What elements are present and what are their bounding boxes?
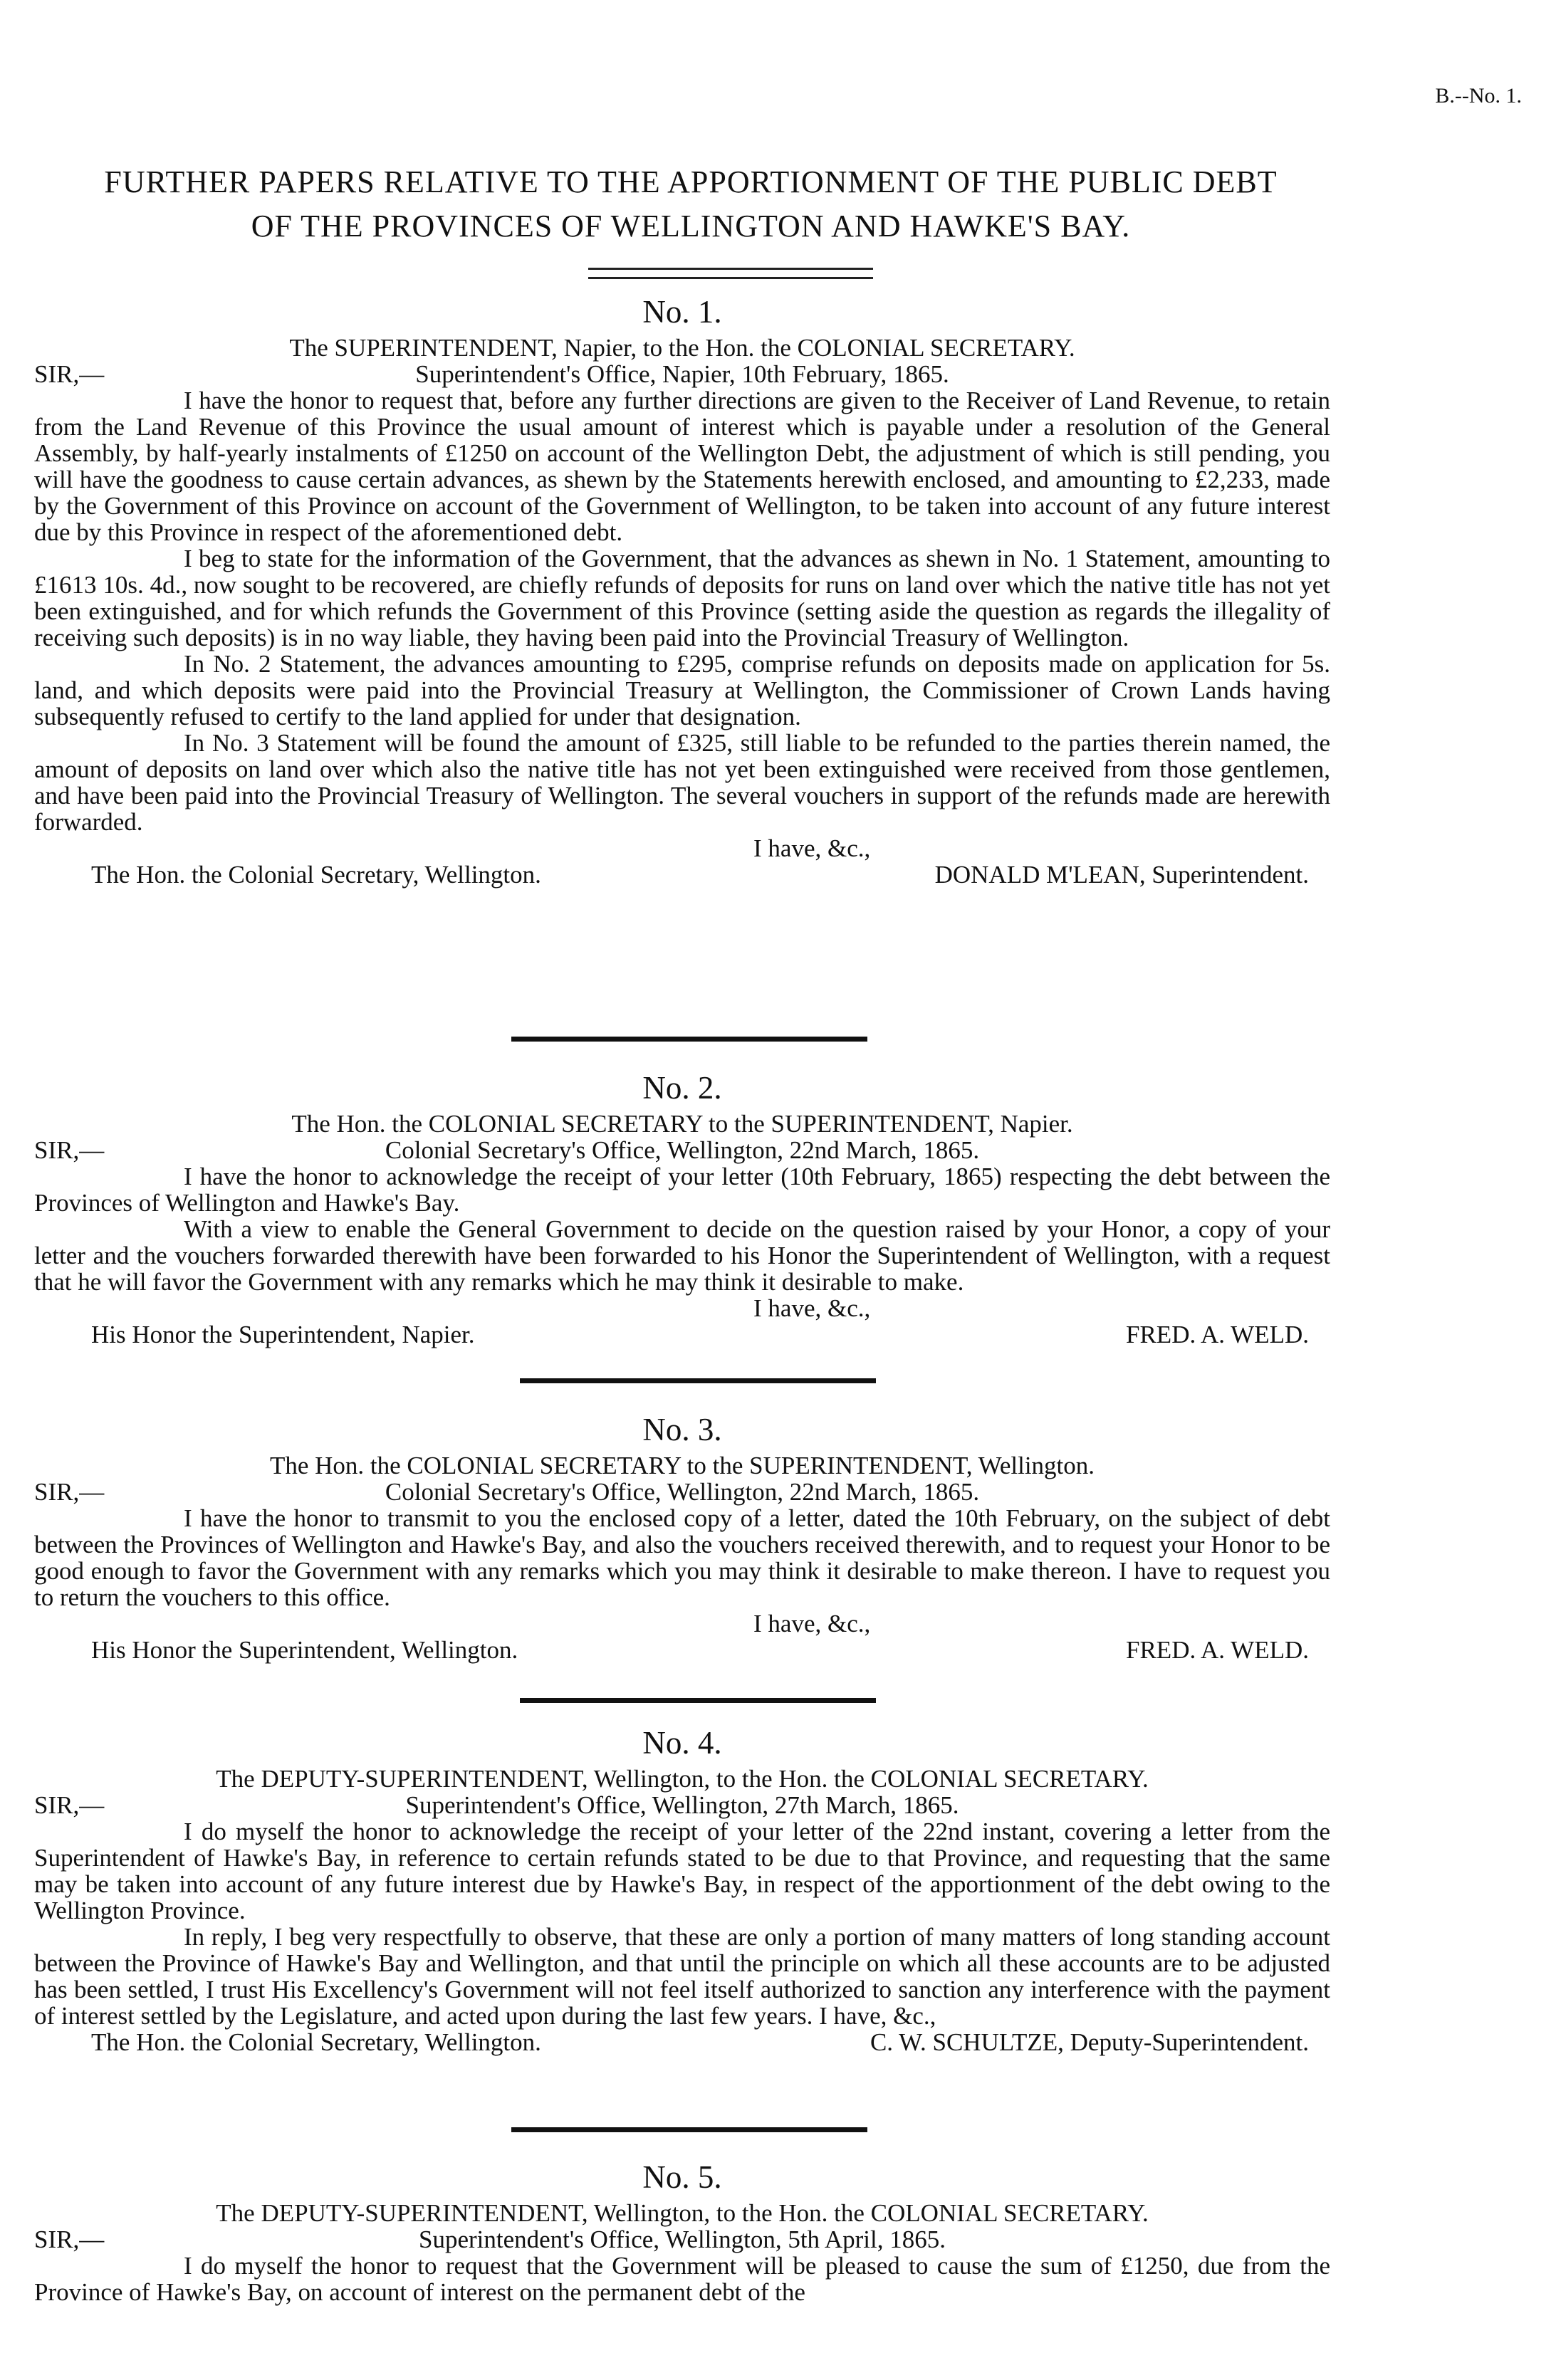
title-divider [588,268,873,279]
letter-number: No. 5. [642,2159,722,2195]
addressee: His Honor the Superintendent, Wellington. [91,1636,518,1664]
office-date: Colonial Secretary's Office, Wellington, 22nd March, 1865. [385,1136,980,1164]
letter-heading: The Hon. the COLONIAL SECRETARY to the SUPERINTENDENT, Napier. [291,1110,1073,1138]
salutation: SIR,— [34,2226,105,2253]
closing: I have, &c., [753,834,871,862]
paragraph: In No. 2 Statement, the advances amounting to £295, comprise refunds on deposits made on application for 5s. land, and which deposits were paid into the Provincial Treasury at Wellington, the Commissioner of Crown Lands having subsequently refused to certify to the land applied for under that designation. [34,650,1330,730]
section-divider [520,1378,876,1383]
closing: I have, &c., [753,1610,871,1637]
paragraph: In No. 3 Statement will be found the amount of £325, still liable to be refunded to the parties therein named, the amount of deposits on land over which also the native title has not yet been extinguished were received from those gentlemen, and have been paid into the Provincial Treasury of Wellington. The several vouchers in support of the refunds made are herewith forwarded. [34,729,1330,836]
salutation: SIR,— [34,360,105,388]
letter-1 [34,292,1330,888]
letter-number: No. 3. [642,1412,722,1447]
title-line-1: FURTHER PAPERS RELATIVE TO THE APPORTIONMENT OF THE PUBLIC DEBT [104,164,1278,199]
paragraph: I have the honor to request that, before any further directions are given to the Receiver of Land Revenue, to retain from the Land Revenue of this Province the usual amount of interest which is payable under a resolution of the General Assembly, by half-yearly instalments of £1250 on account of the Wellington Debt, the adjustment of which is still pending, you will have the goodness to cause certain advances, as shewn by the Statements herewith enclosed, and amounting to £2,233, made by the Government of this Province on account of the Government of Wellington, to be taken into account of any future interest due by this Province in respect of the aforementioned debt. [34,387,1330,546]
document-title [43,160,1339,248]
addressee: The Hon. the Colonial Secretary, Wellington. [91,2028,541,2056]
letter-heading: The DEPUTY-SUPERINTENDENT, Wellington, to the Hon. the COLONIAL SECRETARY. [216,1765,1149,1793]
signature: DONALD M'LEAN, Superintendent. [934,861,1309,888]
document-reference: B.--No. 1. [1435,84,1522,108]
letter-3 [34,1410,1330,1663]
office-date: Colonial Secretary's Office, Wellington, 22nd March, 1865. [385,1478,980,1506]
letter-number: No. 4. [642,1725,722,1761]
letter-2 [34,1068,1330,1348]
section-divider [511,1037,867,1042]
section-divider [520,1698,876,1703]
paragraph: With a view to enable the General Government to decide on the question raised by your Honor, a copy of your letter and the vouchers forwarded therewith have been forwarded to his Honor the Superintendent of Wellington, with a request that he will favor the Government with any remarks which he may think it desirable to make. [34,1215,1330,1296]
letter-number: No. 1. [642,294,722,330]
signature: FRED. A. WELD. [1126,1321,1309,1348]
office-date: Superintendent's Office, Napier, 10th February, 1865. [415,360,949,388]
title-line-2: OF THE PROVINCES OF WELLINGTON AND HAWKE'S BAY. [251,209,1131,243]
signature: C. W. SCHULTZE, Deputy-Superintendent. [870,2028,1309,2056]
letter-heading: The Hon. the COLONIAL SECRETARY to the SUPERINTENDENT, Wellington. [269,1452,1095,1479]
paragraph: I do myself the honor to acknowledge the receipt of your letter of the 22nd instant, covering a letter from the Superintendent of Hawke's Bay, in reference to certain refunds stated to be due to that Province, and requesting that the same may be taken into account of any future interest due by Hawke's Bay, in respect of the apportionment of the debt owing to the Wellington Province. [34,1818,1330,1924]
closing: I have, &c., [753,1294,871,1322]
salutation: SIR,— [34,1478,105,1506]
paragraph: I have the honor to acknowledge the receipt of your letter (10th February, 1865) respecting the debt between the Provinces of Wellington and Hawke's Bay. [34,1163,1330,1217]
paragraph: I do myself the honor to request that the Government will be pleased to cause the sum of £1250, due from the Province of Hawke's Bay, on account of interest on the permanent debt of the [34,2252,1330,2306]
paragraph: I beg to state for the information of the Government, that the advances as shewn in No. 1 Statement, amounting to £1613 10s. 4d., now sought to be recovered, are chiefly refunds of deposits for runs on land over which the native title has not yet been extinguished, and for which refunds the Government of this Province (setting aside the question as regards the illegality of receiving such deposits) is in no way liable, they having been paid into the Provincial Treasury of Wellington. [34,545,1330,651]
office-date: Superintendent's Office, Wellington, 27th March, 1865. [405,1791,959,1819]
letter-heading: The DEPUTY-SUPERINTENDENT, Wellington, to the Hon. the COLONIAL SECRETARY. [216,2199,1149,2227]
signature: FRED. A. WELD. [1126,1636,1309,1664]
addressee: The Hon. the Colonial Secretary, Wellington. [91,861,541,888]
letter-4 [34,1723,1330,2055]
office-date: Superintendent's Office, Wellington, 5th April, 1865. [418,2226,946,2253]
salutation: SIR,— [34,1136,105,1164]
letter-5 [34,2157,1330,2305]
section-divider [511,2127,867,2132]
addressee: His Honor the Superintendent, Napier. [91,1321,475,1348]
paragraph: I have the honor to transmit to you the enclosed copy of a letter, dated the 10th February, on the subject of debt between the Provinces of Wellington and Hawke's Bay, and also the vouchers received therewith, and to request your Honor to be good enough to favor the Government with any remarks which you may think it desirable to make thereon. I have to request you to return the vouchers to this office. [34,1504,1330,1611]
letter-number: No. 2. [642,1070,722,1106]
paragraph: In reply, I beg very respectfully to observe, that these are only a portion of many matters of long standing account between the Province of Hawke's Bay and Wellington, and that until the principle on which all these accounts are to be adjusted has been settled, I trust His Excellency's Government will not feel itself authorized to sanction any interference with the payment of interest settled by the Legislature, and acted upon during the last few years. I have, &c., [34,1923,1330,2030]
letter-heading: The SUPERINTENDENT, Napier, to the Hon. the COLONIAL SECRETARY. [289,334,1075,362]
salutation: SIR,— [34,1791,105,1819]
